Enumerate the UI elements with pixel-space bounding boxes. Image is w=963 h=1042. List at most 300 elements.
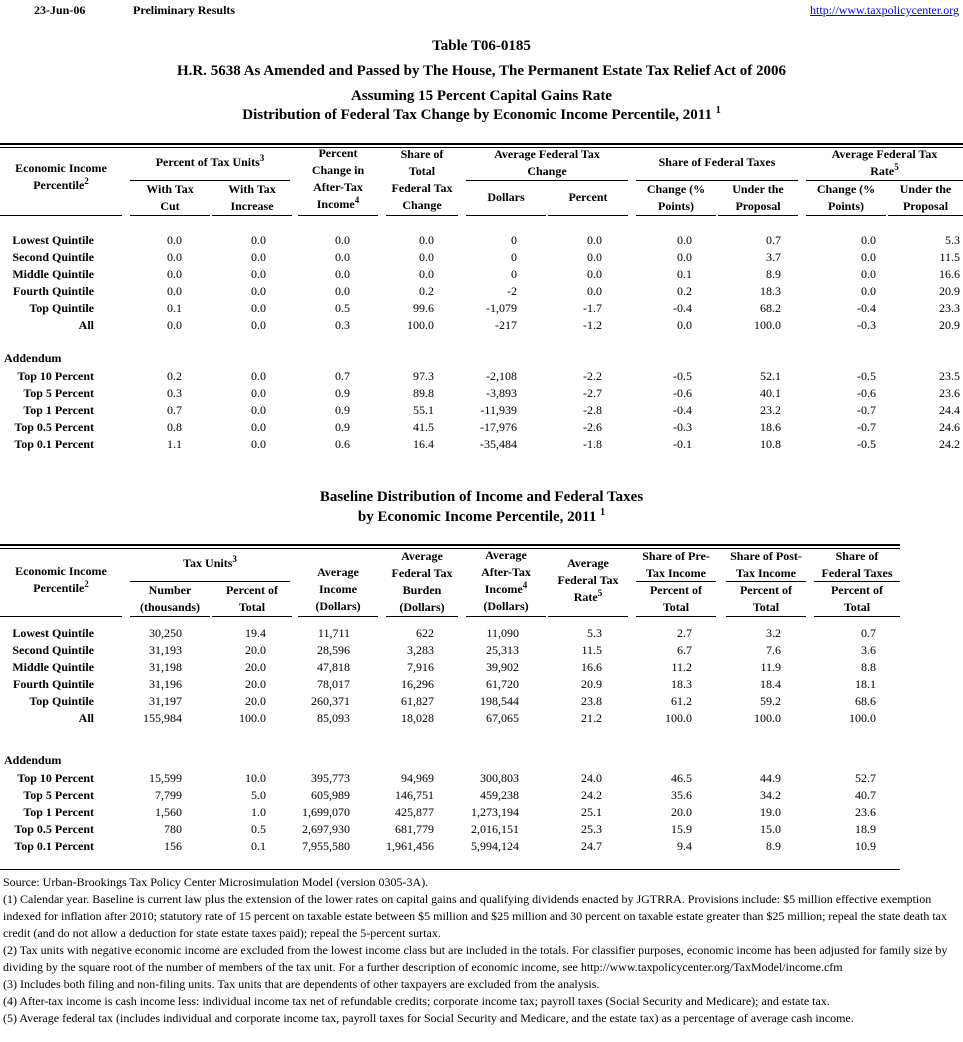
header-underline: [298, 215, 378, 216]
table1-row: [0, 266, 963, 283]
row-label: Top 0.5 Percent: [14, 822, 94, 836]
cell-value: 0.0: [861, 267, 876, 281]
cell-value: 0: [511, 267, 517, 281]
table1-row: [0, 249, 963, 266]
cell-value: -1.7: [583, 301, 602, 315]
cell-value: 24.2: [581, 788, 602, 802]
cell-value: 0.0: [419, 267, 434, 281]
page-header: [0, 3, 963, 19]
cell-value: 0.0: [251, 250, 266, 264]
cell-value: -0.7: [857, 403, 876, 417]
cell-value: 18.9: [855, 822, 876, 836]
col-header-share-total-change-line: Change: [402, 198, 442, 212]
row-label: Top Quintile: [29, 694, 94, 708]
col-header-percent-total-line: Percent of: [225, 583, 279, 597]
col-group-avg-fed-rate: [806, 146, 963, 180]
cell-value: 146,751: [395, 788, 434, 802]
cell-value: 20.9: [581, 677, 602, 691]
cell-value: -0.5: [673, 369, 692, 383]
cell-value: 89.8: [413, 386, 434, 400]
assumption-title: Assuming 15 Percent Capital Gains Rate: [351, 88, 612, 104]
footnote: (4) After-tax income is cash income less: individual income tax net of refundable credits; corporate income tax; payroll taxes (Social Security and Medicare); and estate tax.: [3, 994, 830, 1008]
footnote-ref: 4: [522, 580, 528, 590]
cell-value: 155,984: [143, 711, 182, 725]
col-header-share-pre-tax: [636, 548, 716, 582]
col-header-rate-change-pct-points-line: Change (%: [816, 182, 876, 196]
col-header-fed-taxes-pct-line: Percent of: [830, 583, 884, 597]
cell-value: 0.0: [167, 318, 182, 332]
cell-value: 46.5: [671, 771, 692, 785]
table2-addendum-row: [0, 804, 963, 821]
cell-value: 10.0: [245, 771, 266, 785]
cell-value: 0.0: [251, 369, 266, 383]
col-header-avg-fed-burden-line: Federal Tax: [391, 566, 453, 580]
cell-value: 39,902: [486, 660, 519, 674]
col-header-percentile-line: Economic Income: [15, 161, 107, 175]
col-header-number-line: (thousands): [139, 600, 201, 614]
footnotes: [3, 874, 959, 1027]
cell-value: 20.9: [939, 318, 960, 332]
cell-value: 260,371: [311, 694, 350, 708]
footnote-ref: 2: [84, 579, 89, 589]
addendum-label: Addendum: [4, 351, 62, 365]
col-header-avg-income-line: (Dollars): [315, 599, 361, 613]
table1-row: [0, 300, 963, 317]
cell-value: -0.4: [673, 403, 692, 417]
cell-value: 11.9: [760, 660, 781, 674]
table2-row: [0, 710, 963, 727]
cell-value: 20.0: [245, 643, 266, 657]
row-label: Fourth Quintile: [12, 284, 94, 298]
col-header-rate-under-proposal-line: Under the: [899, 182, 952, 196]
cell-value: 0.0: [167, 250, 182, 264]
cell-value: 16.4: [413, 437, 434, 451]
cell-value: 20.9: [939, 284, 960, 298]
header-underline: [806, 215, 886, 216]
col-header-percent-total-line: Total: [238, 600, 266, 614]
col-header-share-fed-taxes-line: Share of: [835, 549, 879, 563]
cell-value: 0.0: [251, 318, 266, 332]
cell-value: 24.2: [939, 437, 960, 451]
cell-value: 0.0: [167, 267, 182, 281]
cell-value: -0.3: [857, 318, 876, 332]
cell-value: 2,697,930: [302, 822, 350, 836]
header-underline: [814, 616, 900, 617]
cell-value: 100.0: [754, 318, 781, 332]
cell-value: 7,955,580: [302, 839, 350, 853]
row-label: Top 10 Percent: [17, 369, 94, 383]
row-label: Top 0.5 Percent: [14, 420, 94, 434]
cell-value: -0.5: [857, 437, 876, 451]
cell-value: 1,699,070: [302, 805, 350, 819]
cell-value: 34.2: [760, 788, 781, 802]
cell-value: 780: [164, 822, 182, 836]
cell-value: 5.3: [945, 233, 960, 247]
table1-addendum-row: [0, 402, 963, 419]
cell-value: 0.0: [167, 233, 182, 247]
cell-value: 0.0: [251, 267, 266, 281]
cell-value: 0.7: [167, 403, 182, 417]
table2-title-line1: Baseline Distribution of Income and Federal Taxes: [319, 489, 644, 505]
table2-row: [0, 659, 963, 676]
header-underline: [636, 215, 716, 216]
col-header-share-post-tax-line: Share of Post-: [730, 549, 802, 563]
cell-value: 0.0: [335, 284, 350, 298]
cell-value: 605,989: [311, 788, 350, 802]
source-note: Source: Urban-Brookings Tax Policy Center Microsimulation Model (version 0305-3A).: [3, 875, 429, 889]
cell-value: 28,596: [317, 643, 350, 657]
cell-value: 15,599: [149, 771, 182, 785]
cell-value: 7,916: [407, 660, 434, 674]
col-header-under-proposal-line: Under the: [732, 182, 784, 196]
cell-value: 0.0: [251, 386, 266, 400]
table2-addendum-row: [0, 770, 963, 787]
cell-value: 11.2: [671, 660, 692, 674]
cell-value: 1.1: [167, 437, 182, 451]
col-header-share-pre-tax-line: Share of Pre-: [642, 549, 710, 563]
cell-value: 15.9: [671, 822, 692, 836]
col-header-share-fed-taxes-line: Federal Taxes: [821, 566, 893, 580]
table2-addendum-row: [0, 838, 963, 855]
cell-value: -0.7: [857, 420, 876, 434]
cell-value: -1.2: [583, 318, 602, 332]
cell-value: 23.2: [760, 403, 781, 417]
cell-value: 8.8: [861, 660, 876, 674]
cell-value: -2,108: [486, 369, 517, 383]
cell-value: 19.0: [760, 805, 781, 819]
cell-value: -3,893: [486, 386, 517, 400]
col-header-change-pct-points-line: Points): [658, 199, 694, 213]
cell-value: 0.0: [677, 250, 692, 264]
col-header-share-total-change-line: Total: [408, 164, 436, 178]
cell-value: 0.0: [587, 233, 602, 247]
footnote-ref: 5: [894, 162, 899, 172]
header-underline: [212, 616, 292, 617]
cell-value: 20.0: [245, 677, 266, 691]
header-underline: [548, 215, 628, 216]
cell-value: 2,016,151: [471, 822, 519, 836]
cell-value: -2.8: [583, 403, 602, 417]
col-header-percentile: [0, 563, 122, 597]
col-header-avg-fed-rate-line: Average: [567, 556, 609, 570]
notes-rule: [0, 869, 900, 870]
cell-value: 0.9: [335, 386, 350, 400]
col-header-percent: [548, 189, 628, 206]
footnote: (2) Tax units with negative economic income are excluded from the lowest income class but are included in the totals. For classifier purposes, economic income has been adjusted for family size by dividing by the square root of the number of members of the tax unit. For a further description of economic income, see http://www.taxpolicycenter.org/TaxModel/income.cfm: [3, 943, 948, 974]
header-underline: [130, 616, 210, 617]
col-header-fed-taxes-pct-line: Total: [843, 600, 871, 614]
col-header-avg-fed-burden-line: Burden: [402, 583, 442, 597]
col-header-fed-taxes-pct: [814, 582, 900, 616]
cell-value: 24.0: [581, 771, 602, 785]
cell-value: -0.6: [673, 386, 692, 400]
row-label: Top 10 Percent: [17, 771, 94, 785]
col-header-post-tax-pct-line: Percent of: [739, 583, 793, 597]
row-label: All: [78, 711, 94, 725]
cell-value: -2.6: [583, 420, 602, 434]
cell-value: 30,250: [149, 626, 182, 640]
cell-value: 99.6: [413, 301, 434, 315]
col-header-with-increase-line: With Tax: [228, 182, 276, 196]
cell-value: 0.0: [861, 233, 876, 247]
table2-addendum-row: [0, 821, 963, 838]
col-header-with-cut-line: With Tax: [146, 182, 194, 196]
col-header-dollars: [466, 189, 546, 206]
table2-row: [0, 642, 963, 659]
cell-value: 0.2: [419, 284, 434, 298]
cell-value: 0.7: [766, 233, 781, 247]
cell-value: 85,093: [317, 711, 350, 725]
col-header-percent-total: [212, 582, 292, 616]
table2-title-line2-text: by Economic Income Percentile, 2011: [357, 509, 597, 525]
col-header-avg-fed-rate-line: Rate$^5$: [573, 588, 603, 604]
cell-value: -0.3: [673, 420, 692, 434]
cell-value: 0.0: [587, 250, 602, 264]
source-link[interactable]: http://www.taxpolicycenter.org: [810, 3, 959, 17]
cell-value: 23.6: [855, 805, 876, 819]
cell-value: 0.0: [587, 267, 602, 281]
col-header-share-post-tax: [726, 548, 806, 582]
col-header-share-pre-tax-line: Tax Income: [646, 566, 706, 580]
cell-value: 1,273,194: [471, 805, 519, 819]
addendum-label: Addendum: [4, 753, 62, 767]
col-header-post-tax-pct: [726, 582, 806, 616]
table1-subtitle: [0, 107, 963, 124]
row-label: Second Quintile: [12, 250, 94, 264]
cell-value: 40.1: [760, 386, 781, 400]
cell-value: -2.7: [583, 386, 602, 400]
row-label: Second Quintile: [12, 643, 94, 657]
row-label: Middle Quintile: [12, 660, 94, 674]
table1-addendum-row: [0, 436, 963, 453]
col-header-with-cut-line: Cut: [160, 199, 180, 213]
cell-value: 61.2: [671, 694, 692, 708]
cell-value: 0.0: [861, 250, 876, 264]
col-header-avg-after-tax-line: After-Tax: [481, 565, 531, 579]
cell-value: 0.6: [335, 437, 350, 451]
cell-value: 8.9: [766, 267, 781, 281]
cell-value: 20.0: [671, 805, 692, 819]
cell-value: 23.5: [939, 369, 960, 383]
cell-value: 11,711: [317, 626, 350, 640]
cell-value: 0.0: [167, 284, 182, 298]
cell-value: 0.1: [251, 839, 266, 853]
table2-row: [0, 676, 963, 693]
cell-value: 0: [511, 250, 517, 264]
row-label: Lowest Quintile: [12, 233, 94, 247]
header-underline: [0, 215, 122, 216]
cell-value: 24.7: [581, 839, 602, 853]
cell-value: -0.4: [857, 301, 876, 315]
col-header-avg-after-tax-line: (Dollars): [483, 599, 529, 613]
cell-value: 94,969: [401, 771, 434, 785]
header-underline: [888, 215, 963, 216]
cell-value: 10.8: [760, 437, 781, 451]
cell-value: -1.8: [583, 437, 602, 451]
cell-value: 0.0: [335, 250, 350, 264]
row-label: Middle Quintile: [12, 267, 94, 281]
cell-value: 23.3: [939, 301, 960, 315]
cell-value: 0.0: [677, 233, 692, 247]
table2-title-line2: [0, 509, 963, 526]
col-header-share-total-change-line: Share of: [400, 147, 444, 161]
cell-value: 0.5: [335, 301, 350, 315]
col-group-tax-units: [130, 555, 290, 572]
col-group-avg-fed-rate-line: Rate$^5$: [870, 162, 899, 178]
cell-value: 8.9: [766, 839, 781, 853]
col-header-avg-income-line: Income: [319, 582, 357, 596]
col-header-avg-income-line: Average: [317, 565, 359, 579]
cell-value: 7,799: [155, 788, 182, 802]
col-group-tax-units: [130, 154, 290, 171]
col-header-percentile-line: Percentile$^2$: [33, 579, 89, 595]
table1-subtitle-text: Distribution of Federal Tax Change by Economic Income Percentile, 2011: [242, 107, 712, 123]
cell-value: 1.0: [251, 805, 266, 819]
cell-value: 59.2: [760, 694, 781, 708]
cell-value: 0.0: [419, 233, 434, 247]
cell-value: 25.3: [581, 822, 602, 836]
cell-value: 0.9: [335, 403, 350, 417]
col-header-pre-tax-pct-line: Percent of: [649, 583, 703, 597]
cell-value: 0.9: [335, 420, 350, 434]
col-header-share-fed-taxes: [814, 548, 900, 582]
cell-value: 198,544: [480, 694, 519, 708]
cell-value: 0.0: [335, 233, 350, 247]
col-header-pre-tax-pct: [636, 582, 716, 616]
cell-value: 0.2: [677, 284, 692, 298]
col-header-with-increase-line: Increase: [230, 199, 274, 213]
col-header-share-post-tax-line: Tax Income: [736, 566, 796, 580]
cell-value: 61,827: [401, 694, 434, 708]
header-underline: [130, 215, 210, 216]
cell-value: 2.7: [677, 626, 692, 640]
cell-value: 459,238: [480, 788, 519, 802]
cell-value: -217: [495, 318, 517, 332]
footnote-ref: 3: [232, 554, 237, 564]
cell-value: 21.2: [581, 711, 602, 725]
cell-value: 18.6: [760, 420, 781, 434]
col-header-percentile-line: Economic Income: [15, 564, 107, 578]
cell-value: 0.0: [677, 318, 692, 332]
cell-value: 3.2: [766, 626, 781, 640]
col-header-share-total-change-line: Federal Tax: [391, 181, 453, 195]
cell-value: 18.3: [671, 677, 692, 691]
table2-row: [0, 693, 963, 710]
row-label: Top 5 Percent: [23, 386, 94, 400]
cell-value: -0.5: [857, 369, 876, 383]
col-group-avg-fed-change-line: Change: [527, 164, 567, 178]
cell-value: 3,283: [407, 643, 434, 657]
cell-value: 100.0: [849, 711, 876, 725]
col-header-under-proposal: [718, 181, 798, 215]
header-underline: [726, 616, 806, 617]
col-header-with-increase: [212, 181, 292, 215]
cell-value: 31,198: [149, 660, 182, 674]
cell-value: 16.6: [581, 660, 602, 674]
cell-value: 0.0: [861, 284, 876, 298]
cell-value: 78,017: [317, 677, 350, 691]
bill-title: H.R. 5638 As Amended and Passed by The House, The Permanent Estate Tax Relief Act of 2006: [176, 63, 787, 79]
row-label: Top 0.1 Percent: [14, 437, 94, 451]
cell-value: 52.1: [760, 369, 781, 383]
row-label: Top 0.1 Percent: [14, 839, 94, 853]
footnote-ref: 2: [84, 176, 89, 186]
row-label: Lowest Quintile: [12, 626, 94, 640]
cell-value: 100.0: [239, 711, 266, 725]
table2-addendum-row: [0, 787, 963, 804]
header-underline: [386, 616, 458, 617]
col-header-percentile: [0, 160, 122, 194]
cell-value: 25.1: [581, 805, 602, 819]
col-header-avg-fed-burden: [386, 548, 458, 616]
cell-value: 0.0: [251, 233, 266, 247]
cell-value: 0.1: [167, 301, 182, 315]
cell-value: 5.3: [587, 626, 602, 640]
col-header-rate-change-pct-points: [806, 181, 886, 215]
cell-value: 52.7: [855, 771, 876, 785]
col-header-avg-after-tax-line: Income$^4$: [484, 580, 528, 596]
cell-value: -2.2: [583, 369, 602, 383]
row-label: Top 5 Percent: [23, 788, 94, 802]
cell-value: 10.9: [855, 839, 876, 853]
cell-value: 20.0: [245, 660, 266, 674]
cell-value: 0.0: [251, 284, 266, 298]
group-underline: [466, 180, 628, 181]
cell-value: 31,193: [149, 643, 182, 657]
header-underline: [548, 616, 628, 617]
cell-value: 24.4: [939, 403, 960, 417]
cell-value: -2: [507, 284, 517, 298]
footnote-ref: 4: [354, 195, 360, 205]
cell-value: 31,196: [149, 677, 182, 691]
col-header-pct-change-after-tax-line: Income$^4$: [316, 195, 360, 211]
cell-value: 300,803: [480, 771, 519, 785]
col-header-number-line: Number: [148, 583, 192, 597]
cell-value: 0.0: [251, 437, 266, 451]
cell-value: 44.9: [760, 771, 781, 785]
col-header-with-cut: [130, 181, 210, 215]
cell-value: 3.6: [861, 643, 876, 657]
col-group-share-fed-taxes-line: Share of Federal Taxes: [658, 155, 776, 169]
cell-value: 0.0: [587, 284, 602, 298]
table1-row: [0, 317, 963, 334]
col-header-post-tax-pct-line: Total: [752, 600, 780, 614]
cell-value: 5,994,124: [471, 839, 519, 853]
col-header-dollars-line: Dollars: [487, 190, 525, 204]
row-label: Top 1 Percent: [23, 805, 94, 819]
col-header-avg-fed-rate: [548, 555, 628, 606]
cell-value: -35,484: [480, 437, 517, 451]
col-header-number: [130, 582, 210, 616]
cell-value: 68.6: [855, 694, 876, 708]
cell-value: 25,313: [486, 643, 519, 657]
cell-value: 0.5: [251, 822, 266, 836]
footnote: (5) Average federal tax (includes individual and corporate income tax, payroll taxes for Social Security and Medicare, and the estate tax) as a percentage of average cash income.: [3, 1011, 854, 1025]
cell-value: 0.0: [251, 301, 266, 315]
col-header-pct-change-after-tax-line: Change in: [311, 163, 365, 177]
row-label: All: [78, 318, 94, 332]
cell-value: 100.0: [407, 318, 434, 332]
col-group-tax-units-line: Percent of Tax Units$^3$: [155, 153, 265, 169]
cell-value: 97.3: [413, 369, 434, 383]
header-underline: [718, 215, 798, 216]
cell-value: 622: [416, 626, 434, 640]
footnote: (3) Includes both filing and non-filing units. Tax units that are dependents of other taxpayers are excluded from the analysis.: [3, 977, 600, 991]
cell-value: 395,773: [311, 771, 350, 785]
cell-value: 0.0: [251, 420, 266, 434]
cell-value: 18,028: [401, 711, 434, 725]
cell-value: 7.6: [766, 643, 781, 657]
